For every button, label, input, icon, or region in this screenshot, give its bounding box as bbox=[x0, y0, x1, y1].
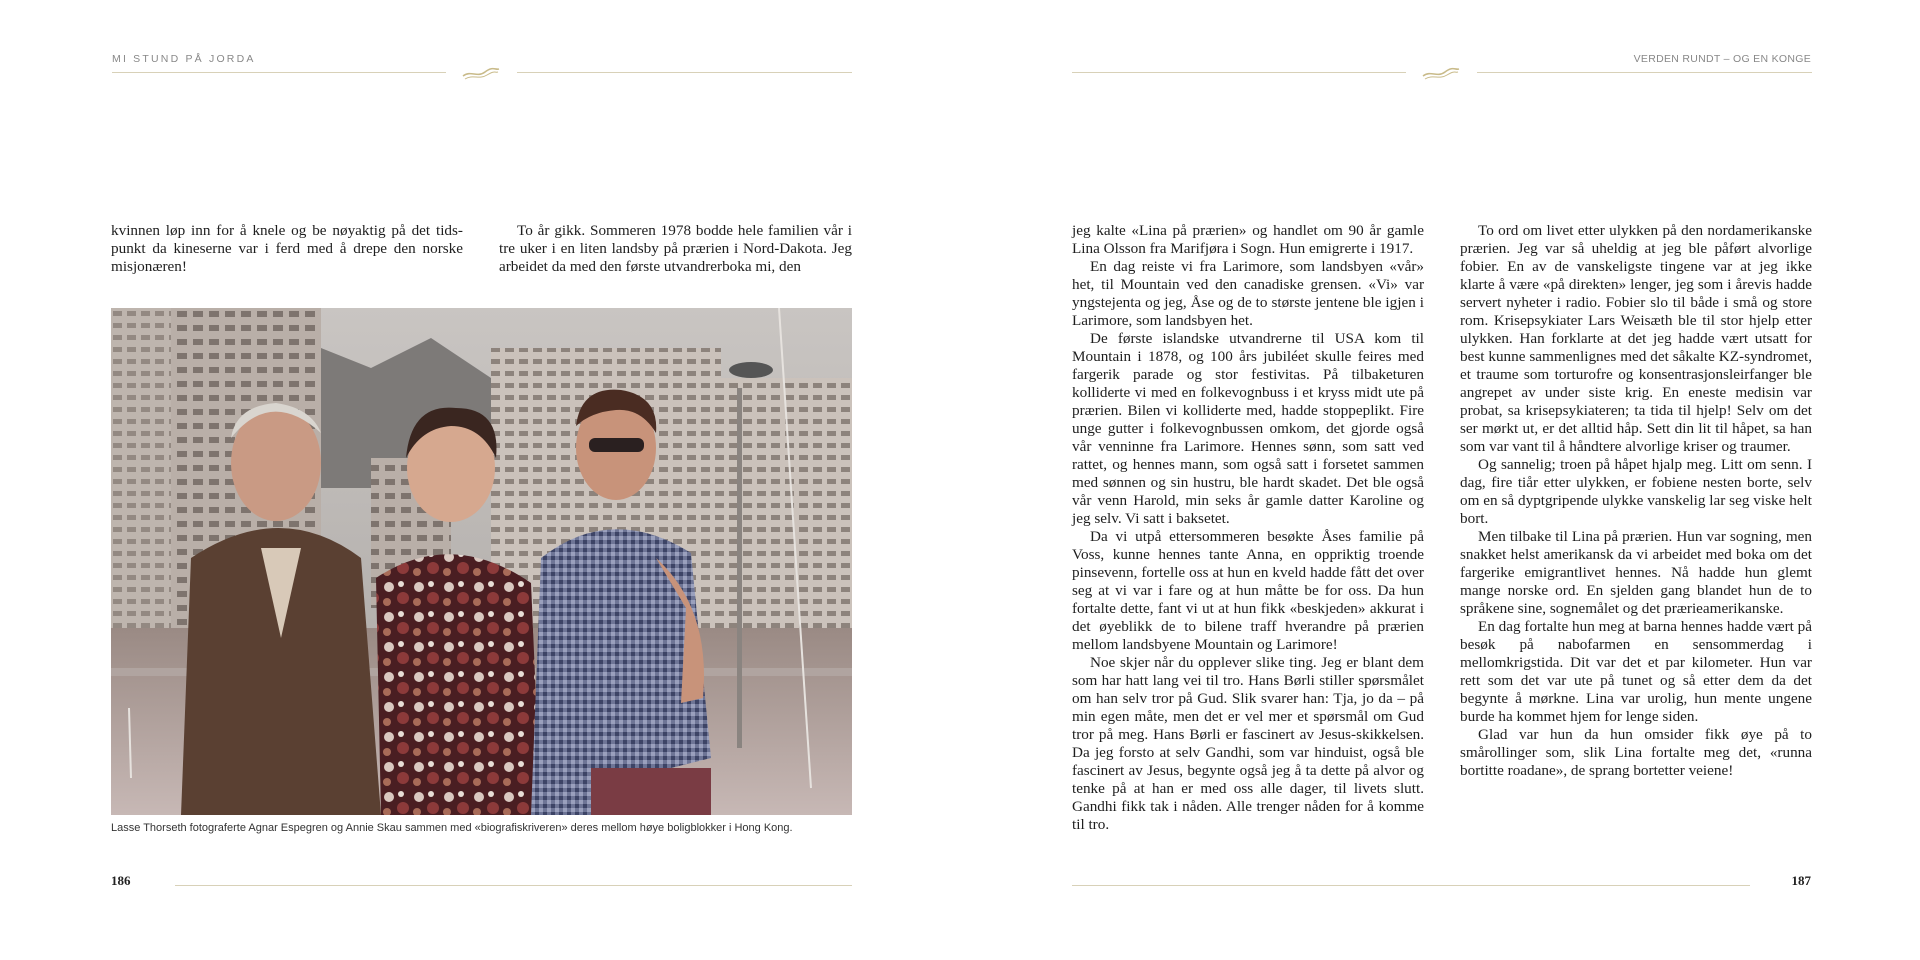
header-ornament-left bbox=[461, 64, 501, 84]
photo-illustration bbox=[111, 308, 852, 815]
paragraph: To ord om livet etter ulykken på den nordamerikanske prærien. Jeg var så uheldig at jeg ble påført alvorlige fobier. En av de vanskeligste tingene var at jeg ikke klarte å være «på direkten» lenger, jeg som i årevis hadde servert nyheter i radio. Fobier slo til både i små og store rom. Krisepsykiater Lars Weisæth ble til stor hjelp etter ulykken. Han forklarte at det jeg hadde vært utsatt for best kunne sammenlignes med det såkalte KZ-syndromet, et traume som torturofre og konsentrasjonsleirfanger ble angrepet av under siste krig. En eneste medisin var probat, sa krisepsykiateren; ta tida til hjelp! Selv om det ser mørkt ut, er det alltid håp. Sett din lit til håpet, sa han som var vant til å håndtere alvorlige kriser og traumer. bbox=[1460, 222, 1812, 455]
paragraph: En dag reiste vi fra Larimore, som landsbyen «vår» het, til Mountain ved den canadiske grensen. «Vi» var yngstejenta og jeg, Åse og de to største jentene ble igjen i Larimore, som landsbyen het. bbox=[1072, 258, 1424, 329]
paragraph: Da vi utpå ettersommeren besøkte Åses familie på Voss, kunne hennes tante Anna, en oppriktig troende pinsevenn, fortelle oss at hun en kveld hadde fått det over seg at vi var i fare og at hun måtte be for oss. Da hun fortalte dette, fant vi ut at hun fikk «beskjeden» akkurat i det øyeblikk de to bilene traff hverandre på prærien mellom landsbyene Mountain og Larimore! bbox=[1072, 528, 1424, 653]
paragraph: En dag fortalte hun meg at barna hennes hadde vært på besøk på nabofarmen en sensommerdag i mellomkrigstida. Dit var det et par kilometer. Hun var rett som det var ute på tunet og så etter dem da det begynte å mørkne. Lina var urolig, hun mente ungene burde ha kommet hjem for lenge siden. bbox=[1460, 618, 1813, 725]
paragraph: Glad var hun da hun omsider fikk øye på to smårollinger som, slik Lina fortalte meg det, «runna bortitte roadane», de sprang bortetter veiene! bbox=[1460, 726, 1812, 779]
header-rule-left-a bbox=[112, 72, 446, 73]
paragraph: To år gikk. Sommeren 1978 bodde hele familien vår i tre uker i en liten landsby på prærien i Nord-Dakota. Jeg arbeidet da med den første utvandrerboka mi, den bbox=[499, 222, 852, 275]
text-column-right-2 bbox=[1460, 222, 1812, 780]
paragraph: kvinnen løp inn for å knele og be nøyaktig på det tids-punkt da kineserne var i ferd med å drepe den norske misjonæren! bbox=[111, 222, 463, 275]
text-column-right-1 bbox=[1072, 222, 1424, 834]
paragraph: Noe skjer når du opplever slike ting. Jeg er blant dem som har hatt lang vei til tro. Hans Børli stiller spørsmålet om han selv tror på Gud. Slik svarer han: Tja, jo da – på min egen måte, men det er vel mer et spørsmål om Gud tror på meg. Hans Børli er fascinert av Jesus-skikkelsen. Da jeg forsto at selv Gandhi, som var hinduist, også ble fascinert av Jesus, begynte også jeg å ta dette på alvor og tenke på at han er med oss alle dager, til livets slutt. Gandhi fikk tak i nåden. Alle trenger nåden for å komme til tro. bbox=[1072, 654, 1424, 833]
photograph-hong-kong bbox=[111, 308, 852, 815]
running-head-left: MI STUND PÅ JORDA bbox=[112, 53, 256, 65]
paragraph: De første islandske utvandrerne til USA kom til Mountain i 1878, og 100 års jubiléet skulle feires med fargerik parade og stor festivitas. På tilbaketuren kolliderte vi med en folkevognbuss i et kryss midt ute på prærien. Bilen vi kolliderte med, hadde stoppeplikt. Fire unge gutter i folkevognbussen omkom, det gjorde også vår venninne fra Larimore. Hennes sønn, som satt ved rattet, og hennes mann, som også satt i forsetet sammen med sønnen og sin hustru, ble hardt skadet. Det ble også vår venn Harold, min seks år gamle datter Karoline og jeg selv. Vi satt i baksetet. bbox=[1072, 330, 1424, 527]
running-head-right: VERDEN RUNDT – OG EN KONGE bbox=[1633, 53, 1811, 65]
paragraph: Men tilbake til Lina på prærien. Hun var sogning, men snakket helst amerikansk da vi arbeidet med boka om det fargerike emigrantlivet hennes. Nå hadde hun glemt mange norske ord. En sjelden gang blandet hun de to språkene sine, sognemålet og det prærieamerikanske. bbox=[1460, 528, 1812, 617]
footer-rule-left bbox=[175, 885, 852, 886]
footer-rule-right bbox=[1072, 885, 1750, 886]
page-number-right: 187 bbox=[1791, 873, 1811, 888]
page-number-left: 186 bbox=[111, 873, 131, 888]
header-ornament-right bbox=[1421, 64, 1461, 84]
paragraph: jeg kalte «Lina på prærien» og handlet om 90 år gamle Lina Olsson fra Marifjøra i Sogn. Hun emigrerte i 1917. bbox=[1072, 222, 1424, 257]
header-rule-right-b bbox=[1477, 72, 1812, 73]
paragraph: Og sannelig; troen på håpet hjalp meg. Litt om senn. I dag, fire tiår etter ulykken, er fobiene nesten borte, selv om en så dyptgripende ulykke vanskelig lar seg viske helt bort. bbox=[1460, 456, 1812, 527]
text-column-left-1 bbox=[111, 222, 463, 276]
header-rule-left-b bbox=[517, 72, 852, 73]
photo-caption: Lasse Thorseth fotograferte Agnar Espegren og Annie Skau sammen med «biografiskriveren» deres mellom høye boligblokker i Hong Kong. bbox=[111, 822, 793, 834]
text-column-left-2 bbox=[499, 222, 852, 276]
header-rule-right-a bbox=[1072, 72, 1406, 73]
